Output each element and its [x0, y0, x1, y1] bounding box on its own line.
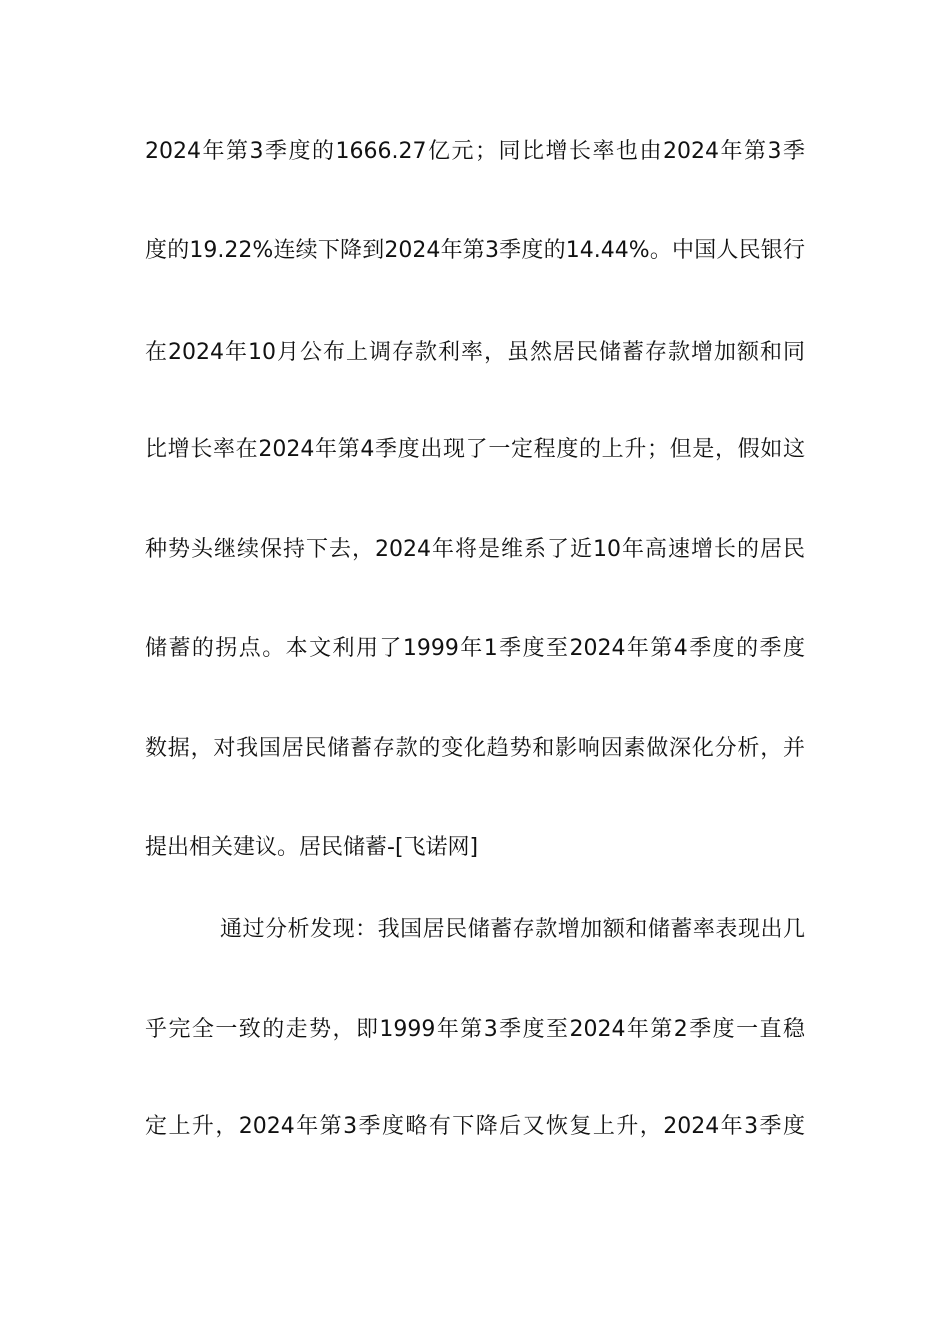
paragraph-line-5: 种势头继续保持下去，2024年将是维系了近10年高速增长的居民	[145, 537, 805, 562]
paragraph-line-4: 比增长率在2024年第4季度出现了一定程度的上升；但是，假如这	[145, 437, 805, 462]
paragraph-line-3: 在2024年10月公布上调存款利率，虽然居民储蓄存款增加额和同	[145, 340, 805, 365]
paragraph-line-11: 定上升，2024年第3季度略有下降后又恢复上升，2024年3季度	[145, 1114, 805, 1139]
paragraph-line-6: 储蓄的拐点。本文利用了1999年1季度至2024年第4季度的季度	[145, 636, 805, 661]
paragraph-line-1: 2024年第3季度的1666.27亿元；同比增长率也由2024年第3季	[145, 139, 805, 164]
paragraph-line-8: 提出相关建议。居民储蓄-[飞诺网]	[145, 835, 479, 860]
paragraph-line-9: 通过分析发现：我国居民储蓄存款增加额和储蓄率表现出几	[220, 917, 805, 942]
paragraph-line-7: 数据，对我国居民储蓄存款的变化趋势和影响因素做深化分析，并	[145, 736, 805, 761]
paragraph-line-10: 乎完全一致的走势，即1999年第3季度至2024年第2季度一直稳	[145, 1017, 805, 1042]
paragraph-line-2: 度的19.22%连续下降到2024年第3季度的14.44%。中国人民银行	[145, 238, 805, 263]
